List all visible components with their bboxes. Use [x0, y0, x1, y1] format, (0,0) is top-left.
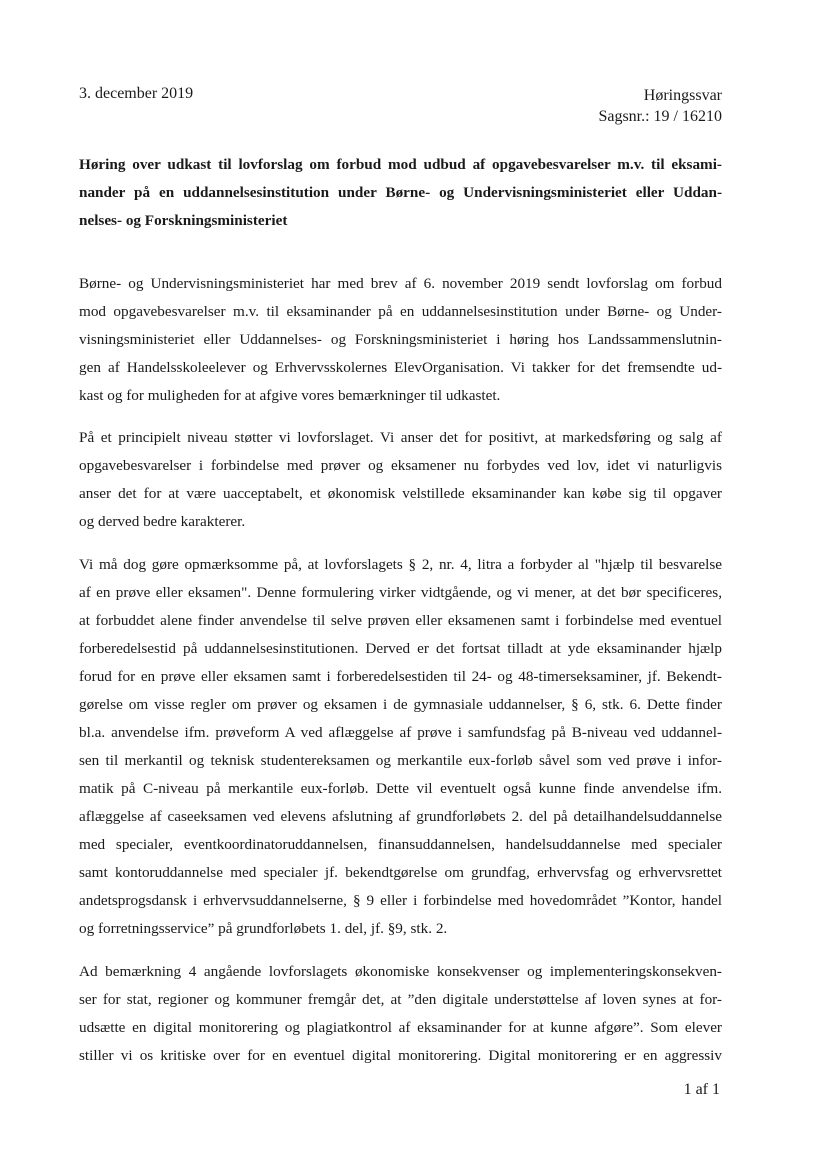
- text-line: mod opgavebesvarelser m.v. til eksaminander på en uddannelsesinstitution under Børne- og Under-: [79, 303, 722, 320]
- text-line: matik på C-niveau på merkantile eux-forløb. Dette vil eventuelt også kunne finde anvendelse ifm.: [79, 780, 722, 797]
- paragraph-intro: [79, 270, 722, 410]
- text-line: samt kontoruddannelse med specialer jf. bekendtgørelse om grundfag, erhvervsfag og erhvervsrettet: [79, 864, 722, 881]
- text-line: aflæggelse af caseeksamen ved elevens afslutning af grundforløbets 2. del på detailhandelsuddannelse: [79, 808, 722, 825]
- paragraph-monitoring: [79, 958, 722, 1070]
- title-line: nelses- og Forskningsministeriet: [79, 212, 288, 229]
- text-line: opgavebesvarelser i forbindelse med prøver og eksamener nu forbydes ved lov, idet vi naturligvis: [79, 457, 722, 474]
- paragraph-concerns: [79, 551, 722, 943]
- text-line: gørelse om visse regler om prøver og eksamen i de gymnasiale uddannelser, § 6, stk. 6. Dette finder: [79, 696, 722, 713]
- text-line: sen til merkantil og teknisk studentereksamen og merkantile eux-forløb såvel som ved prøve i infor-: [79, 752, 722, 769]
- text-line: stiller vi os kritiske over for en eventuel digital monitorering. Digital monitorering er en aggressiv: [79, 1047, 722, 1064]
- text-line: forberedelsestid på uddannelsesinstitutionen. Derved er det fortsat tilladt at yde eksaminander hjælp: [79, 640, 722, 657]
- case-number: Sagsnr.: 19 / 16210: [598, 108, 722, 125]
- text-line: andetsprogsdansk i erhvervsuddannelserne, § 9 eller i forbindelse med hovedområdet ”Kontor, handel: [79, 892, 722, 909]
- title-line: nander på en uddannelsesinstitution under Børne- og Undervisningsministeriet eller Uddan-: [79, 184, 722, 201]
- text-line: visningsministeriet eller Uddannelses- og Forskningsministeriet i høring hos Landssammenslutnin-: [79, 331, 722, 348]
- text-line: Børne- og Undervisningsministeriet har med brev af 6. november 2019 sendt lovforslag om forbud: [79, 275, 722, 292]
- page-number: 1 af 1: [683, 1081, 720, 1098]
- paragraph-support: [79, 424, 722, 536]
- text-line: kast og for muligheden for at afgive vores bemærkninger til udkastet.: [79, 387, 501, 404]
- document-type: Høringssvar: [643, 87, 722, 104]
- text-line: anser det for at være uacceptabelt, et økonomisk velstillede eksaminander kan købe sig til opgaver: [79, 485, 722, 502]
- document-date: 3. december 2019: [79, 85, 194, 102]
- text-line: udsætte en digital monitorering og plagiatkontrol af eksaminander for at kunne afgøre”. Som elever: [79, 1019, 722, 1036]
- document-body: [79, 270, 722, 1085]
- document-reference: [598, 85, 722, 127]
- text-line: og derved bedre karakterer.: [79, 513, 246, 530]
- text-line: Ad bemærkning 4 angående lovforslagets økonomiske konsekvenser og implementeringskonsekven-: [79, 963, 722, 980]
- title-line: Høring over udkast til lovforslag om forbud mod udbud af opgavebesvarelser m.v. til eksami-: [79, 156, 722, 173]
- text-line: gen af Handelsskoleelever og Erhvervsskolernes ElevOrganisation. Vi takker for det fremsendte ud-: [79, 359, 722, 376]
- text-line: at forbuddet alene finder anvendelse til selve prøven eller eksamenen samt i forbindelse med eventuel: [79, 612, 722, 629]
- document-title: [79, 151, 722, 235]
- text-line: På et principielt niveau støtter vi lovforslaget. Vi anser det for positivt, at markedsføring og salg af: [79, 429, 722, 446]
- text-line: og forretningsservice” på grundforløbets 1. del, jf. §9, stk. 2.: [79, 920, 448, 937]
- text-line: Vi må dog gøre opmærksomme på, at lovforslagets § 2, nr. 4, litra a forbyder al "hjælp til besvarelse: [79, 556, 722, 573]
- text-line: forud for en prøve eller eksamen samt i forberedelsestiden til 24- og 48-timerseksaminer, jf. Bekendt-: [79, 668, 722, 685]
- text-line: med specialer, eventkoordinatoruddannelsen, finansuddannelsen, handelsuddannelse med specialer: [79, 836, 722, 853]
- text-line: bl.a. anvendelse ifm. prøveform A ved aflæggelse af prøve i samfundsfag på B-niveau ved uddannel-: [79, 724, 722, 741]
- text-line: ser for stat, regioner og kommuner fremgår det, at ”den digitale understøttelse af loven synes at for-: [79, 991, 722, 1008]
- text-line: af en prøve eller eksamen". Denne formulering virker vidtgående, og vi mener, at det bør specificeres,: [79, 584, 722, 601]
